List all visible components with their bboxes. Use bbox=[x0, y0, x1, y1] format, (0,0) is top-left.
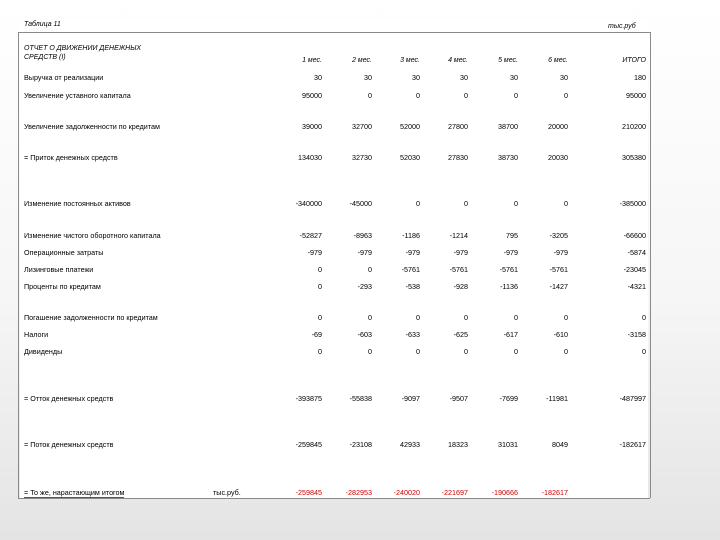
row-label: Увеличение уставного капитала bbox=[24, 91, 131, 100]
table-cell: -259845 bbox=[295, 488, 322, 497]
table-cell: -625 bbox=[453, 330, 468, 339]
table-cell: 0 bbox=[368, 347, 372, 356]
table-cell: 32700 bbox=[352, 122, 372, 131]
table-cell: 27830 bbox=[448, 153, 468, 162]
table-cell: -979 bbox=[307, 248, 322, 257]
table-cell: 38700 bbox=[498, 122, 518, 131]
table-cell: 30 bbox=[560, 73, 568, 82]
table-cell: 0 bbox=[642, 313, 646, 322]
table-cell: 30 bbox=[364, 73, 372, 82]
row-label: Дивиденды bbox=[24, 347, 63, 356]
table-cell: -610 bbox=[553, 330, 568, 339]
table-cell: -5874 bbox=[627, 248, 646, 257]
table-cell: -487997 bbox=[619, 394, 646, 403]
table-cell: 0 bbox=[514, 313, 518, 322]
table-cell: -293 bbox=[357, 282, 372, 291]
table-cell: 20030 bbox=[548, 153, 568, 162]
table-cell: -182617 bbox=[619, 440, 646, 449]
table-cell: -190666 bbox=[491, 488, 518, 497]
table-cell: 0 bbox=[564, 199, 568, 208]
table-cell: -979 bbox=[453, 248, 468, 257]
table-cell: 0 bbox=[416, 199, 420, 208]
table-cell: 95000 bbox=[626, 91, 646, 100]
table-cell: 52030 bbox=[400, 153, 420, 162]
table-cell: -23108 bbox=[349, 440, 372, 449]
table-cell: 0 bbox=[318, 282, 322, 291]
table-cell: 0 bbox=[416, 91, 420, 100]
row-label: Погашение задолженности по кредитам bbox=[24, 313, 158, 322]
table-cell: 134030 bbox=[298, 153, 322, 162]
table-top-border bbox=[18, 32, 650, 33]
table-left-border bbox=[18, 32, 19, 498]
table-cell: 0 bbox=[564, 91, 568, 100]
table-cell: 305380 bbox=[622, 153, 646, 162]
table-cell: 0 bbox=[368, 313, 372, 322]
table-cell: -4321 bbox=[627, 282, 646, 291]
table-cell: -385000 bbox=[619, 199, 646, 208]
table-cell: 0 bbox=[318, 313, 322, 322]
table-cell: -11981 bbox=[546, 394, 568, 403]
table-label: Таблица 11 bbox=[24, 21, 61, 28]
table-cell: 0 bbox=[464, 91, 468, 100]
table-cell: 32730 bbox=[352, 153, 372, 162]
table-cell: -1186 bbox=[402, 231, 420, 240]
table-right-border bbox=[650, 32, 651, 498]
table-cell: -182617 bbox=[541, 488, 568, 497]
table-cell: 0 bbox=[464, 347, 468, 356]
table-cell: -23045 bbox=[623, 265, 646, 274]
column-header: 6 мес. bbox=[548, 57, 568, 64]
row-label: = Отток денежных средств bbox=[24, 394, 114, 403]
table-cell: 38730 bbox=[498, 153, 518, 162]
table-cell: 0 bbox=[514, 199, 518, 208]
table-cell: 30 bbox=[314, 73, 322, 82]
table-cell: -617 bbox=[503, 330, 518, 339]
row-unit: тыс.руб. bbox=[213, 488, 241, 497]
table-cell: -340000 bbox=[295, 199, 322, 208]
table-cell: -8963 bbox=[353, 231, 372, 240]
table-cell: -603 bbox=[357, 330, 372, 339]
table-cell: 52000 bbox=[400, 122, 420, 131]
table-cell: 30 bbox=[460, 73, 468, 82]
table-cell: -221697 bbox=[441, 488, 468, 497]
row-label: Операционные затраты bbox=[24, 248, 104, 257]
table-cell: -1427 bbox=[549, 282, 568, 291]
table-cell: -3158 bbox=[627, 330, 646, 339]
column-header: 2 мес. bbox=[352, 57, 372, 64]
column-header: 3 мес. bbox=[400, 57, 420, 64]
table-cell: -1136 bbox=[500, 282, 518, 291]
table-cell: 30 bbox=[510, 73, 518, 82]
table-cell: -9097 bbox=[401, 394, 420, 403]
table-cell: -979 bbox=[553, 248, 568, 257]
table-cell: -979 bbox=[357, 248, 372, 257]
table-cell: 42933 bbox=[400, 440, 420, 449]
row-label: Изменение постоянных активов bbox=[24, 199, 131, 208]
table-cell: -52827 bbox=[299, 231, 322, 240]
table-cell: -5761 bbox=[549, 265, 568, 274]
table-cell: -633 bbox=[405, 330, 420, 339]
table-cell: -5761 bbox=[449, 265, 468, 274]
table-cell: 0 bbox=[318, 347, 322, 356]
column-header: 4 мес. bbox=[448, 57, 468, 64]
table-cell: -259845 bbox=[295, 440, 322, 449]
table-cell: -979 bbox=[405, 248, 420, 257]
row-label: Выручка от реализации bbox=[24, 73, 104, 82]
table-cell: -55838 bbox=[349, 394, 372, 403]
column-header-total: ИТОГО bbox=[622, 57, 646, 64]
table-cell: 0 bbox=[318, 265, 322, 274]
table-cell: -45000 bbox=[349, 199, 372, 208]
table-cell: 0 bbox=[416, 313, 420, 322]
table-cell: 795 bbox=[506, 231, 518, 240]
table-cell: -66600 bbox=[623, 231, 646, 240]
row-label: = То же, нарастающим итогом bbox=[24, 488, 125, 497]
row-label: = Поток денежных средств bbox=[24, 440, 114, 449]
table-cell: 95000 bbox=[302, 91, 322, 100]
table-cell: 0 bbox=[514, 347, 518, 356]
table-cell: 0 bbox=[564, 313, 568, 322]
row-label: Проценты по кредитам bbox=[24, 282, 101, 291]
table-cell: 0 bbox=[416, 347, 420, 356]
column-header: 5 мес. bbox=[498, 57, 518, 64]
table-cell: -1214 bbox=[449, 231, 468, 240]
table-cell: 31031 bbox=[498, 440, 518, 449]
table-cell: -3205 bbox=[549, 231, 568, 240]
table-cell: 0 bbox=[564, 347, 568, 356]
table-cell: 30 bbox=[412, 73, 420, 82]
column-header: 1 мес. bbox=[302, 57, 322, 64]
table-cell: 0 bbox=[368, 265, 372, 274]
table-cell: 0 bbox=[642, 347, 646, 356]
table-cell: -69 bbox=[311, 330, 322, 339]
row-label: = Приток денежных средств bbox=[24, 153, 118, 162]
table-cell: -928 bbox=[453, 282, 468, 291]
row-label: Лизинговые платежи bbox=[24, 265, 94, 274]
report-title-line1: ОТЧЕТ О ДВИЖЕНИИ ДЕНЕЖНЫХ bbox=[24, 45, 142, 52]
table-cell: -538 bbox=[405, 282, 420, 291]
table-cell: 27800 bbox=[448, 122, 468, 131]
row-label: Увеличение задолженности по кредитам bbox=[24, 122, 160, 131]
table-cell: 8049 bbox=[552, 440, 568, 449]
table-cell: -240020 bbox=[393, 488, 420, 497]
report-title-line2: СРЕДСТВ (I) bbox=[24, 54, 66, 61]
table-cell: 20000 bbox=[548, 122, 568, 131]
table-cell: 0 bbox=[514, 91, 518, 100]
table-cell: -979 bbox=[503, 248, 518, 257]
table-bottom-border bbox=[18, 498, 650, 499]
row-label: Изменение чистого оборотного капитала bbox=[24, 231, 161, 240]
table-cell: -7699 bbox=[499, 394, 518, 403]
table-cell: -393875 bbox=[295, 394, 322, 403]
table-cell: 0 bbox=[368, 91, 372, 100]
table-cell: 39000 bbox=[302, 122, 322, 131]
table-cell: 18323 bbox=[448, 440, 468, 449]
table-cell: 180 bbox=[634, 73, 646, 82]
currency-label: тыс.руб bbox=[608, 23, 636, 30]
table-cell: 210200 bbox=[622, 122, 646, 131]
table-cell: -9507 bbox=[449, 394, 468, 403]
table-cell: 0 bbox=[464, 199, 468, 208]
table-cell: -282953 bbox=[345, 488, 372, 497]
table-cell: -5761 bbox=[499, 265, 518, 274]
table-cell: 0 bbox=[464, 313, 468, 322]
row-label: Налоги bbox=[24, 330, 49, 339]
table-cell: -5761 bbox=[401, 265, 420, 274]
